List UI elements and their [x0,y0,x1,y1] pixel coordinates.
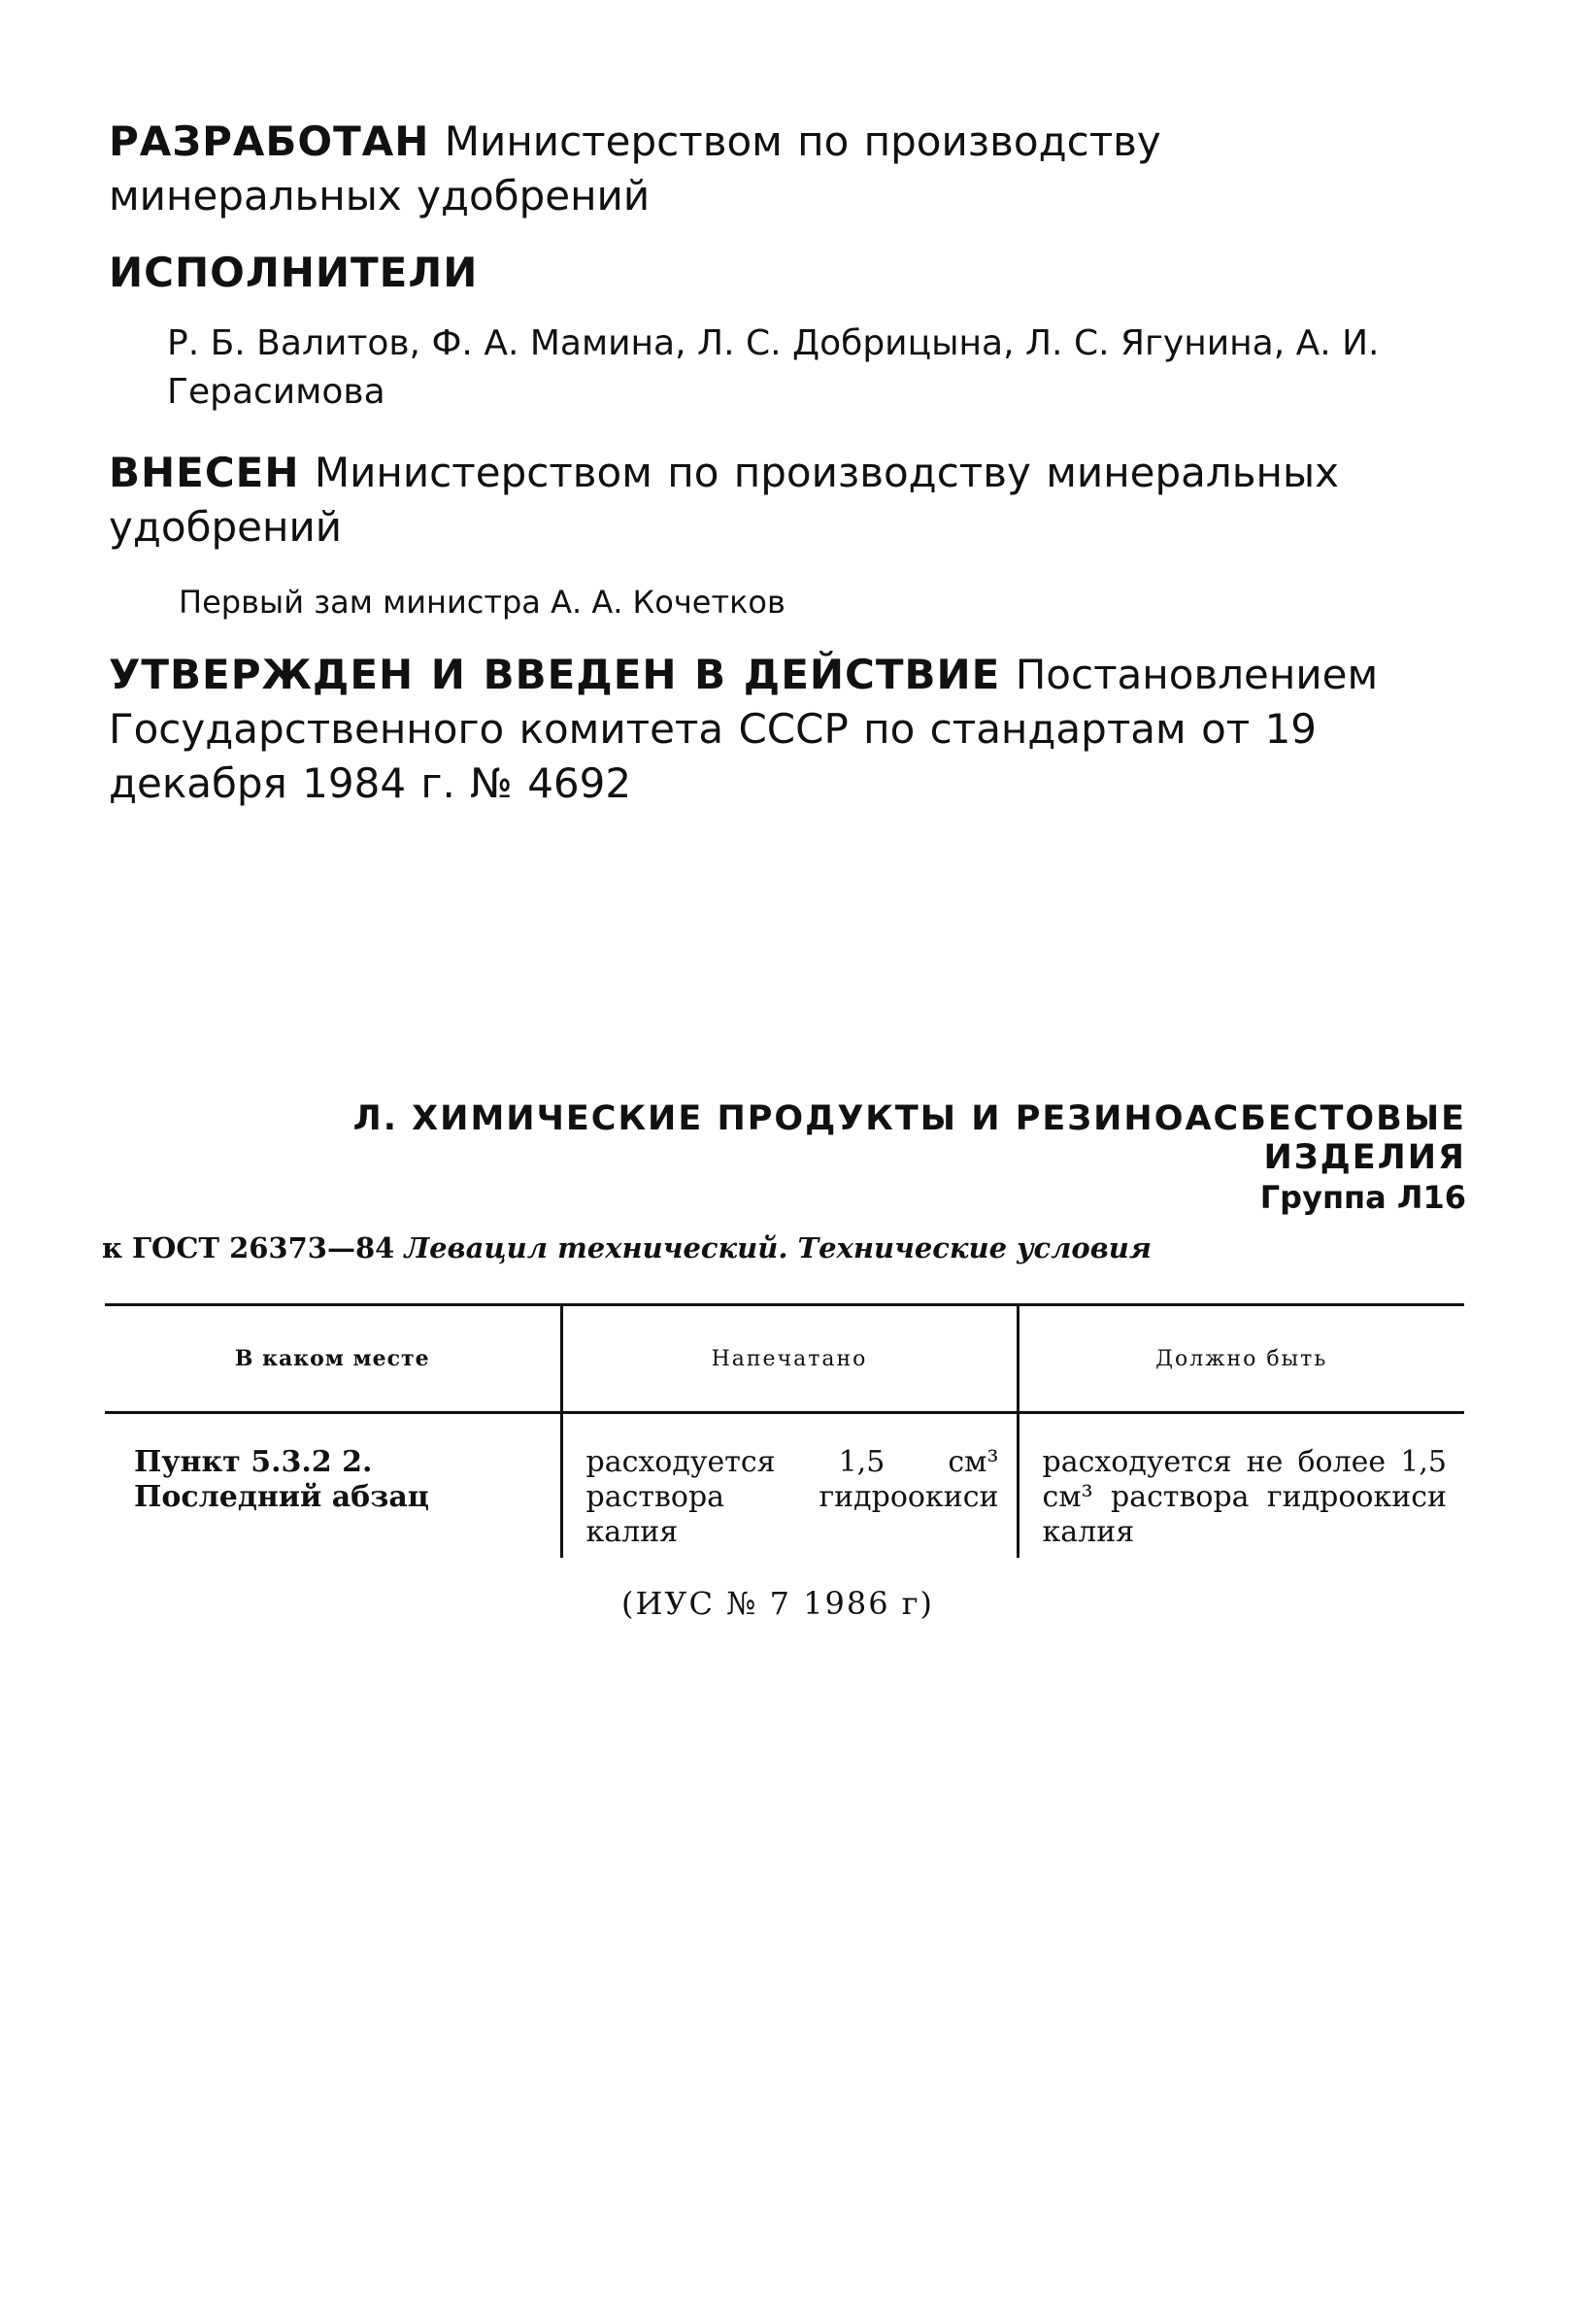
gost-title: Левацил технический. Технические условия [404,1231,1152,1264]
approved-lead: УТВЕРЖДЕН И ВВЕДЕН В ДЕЙСТВИЕ [109,651,1001,698]
developed-paragraph [109,115,1468,223]
source-reference: (ИУС № 7 1986 г) [621,1585,935,1622]
cell-should-be: расходуется не более 1,5 см³ раствора гидроокиси калия [1018,1413,1464,1559]
table-row [105,1413,1464,1559]
cell-printed: расходуется 1,5 см³ раствора гидроокиси калия [561,1413,1018,1559]
performers-heading: ИСПОЛНИТЕЛИ [109,249,479,296]
cell-place: Пункт 5.3.2 2. Последний абзац [134,1445,429,1514]
developed-text: Министерством по производству минеральных удобрений [109,118,1161,219]
table-header-row [105,1305,1464,1413]
gost-reference [102,1231,1461,1264]
approved-text: Постановлением Государственного комитета СССР по стандартам от 19 декабря 1984 г. № 4692 [109,651,1379,807]
performers-list: Р. Б. Валитов, Ф. А. Мамина, Л. С. Добрицына, Л. С. Ягунина, А. И. Герасимова [167,323,1380,412]
signatory: Первый зам министра А. А. Кочетков [179,584,786,621]
introduced-paragraph [109,446,1468,555]
introduced-lead: ВНЕСЕН [109,449,300,496]
errata-table-wrap [105,1303,1464,1558]
credits-block [109,115,1468,811]
group-label: Группа Л16 [1259,1179,1466,1216]
gost-number: к ГОСТ 26373—84 [102,1231,395,1264]
errata-table [105,1303,1464,1558]
introduced-text: Министерством по производству минеральных удобрений [109,449,1339,551]
approved-paragraph [109,648,1468,811]
header-printed: Напечатано [561,1305,1018,1413]
header-place: В каком месте [105,1305,561,1413]
header-should-be: Должно быть [1018,1305,1464,1413]
developed-lead: РАЗРАБОТАН [109,118,430,165]
section-title: Л. ХИМИЧЕСКИЕ ПРОДУКТЫ И РЕЗИНОАСБЕСТОВЫЕ ИЗДЕЛИЯ [352,1099,1466,1177]
